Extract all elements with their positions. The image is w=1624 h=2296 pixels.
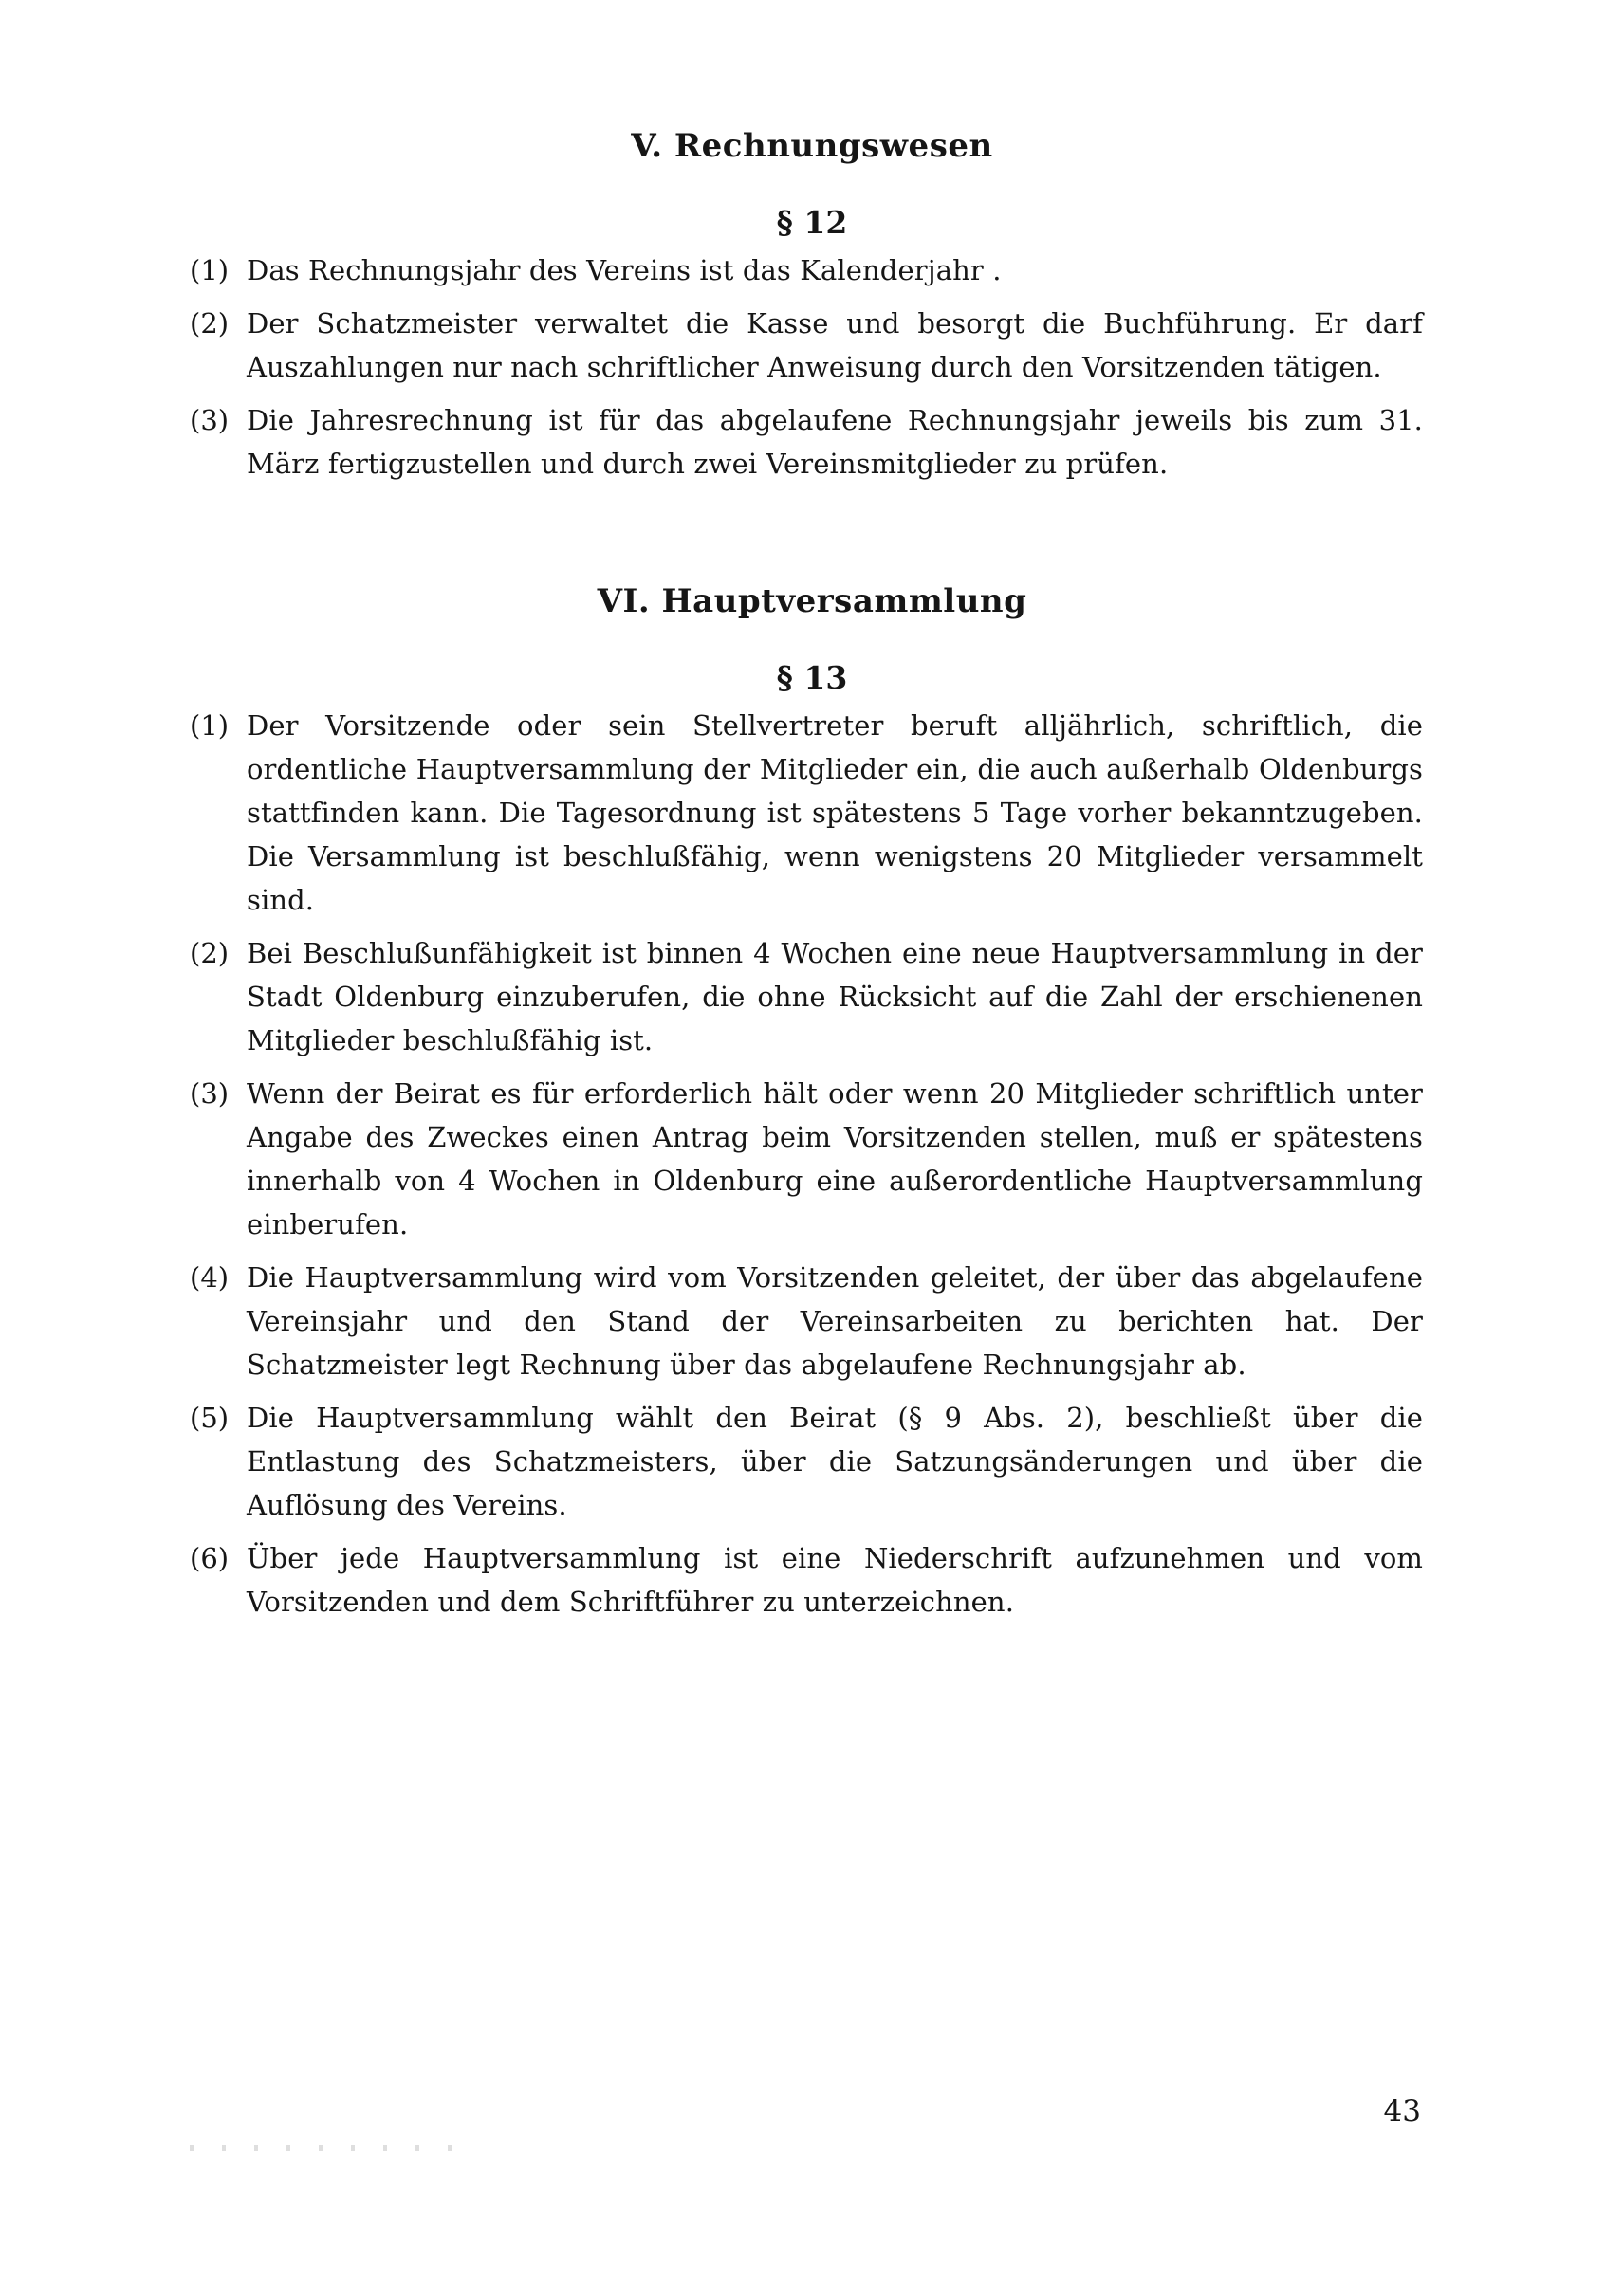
page-number: 43 (1383, 2094, 1421, 2128)
section-heading-rechnungswesen: V. Rechnungswesen (631, 127, 993, 165)
item-text: Über jede Hauptversammlung ist eine Niederschrift aufzunehmen und vom Vorsitzenden und dem Schriftführer zu unterzeichnen. (247, 1542, 1423, 1618)
item-number: (1) (190, 709, 230, 742)
list-item (190, 1396, 1423, 1527)
list-item (190, 398, 1423, 486)
section-heading-hauptversammlung: VI. Hauptversammlung (597, 582, 1027, 620)
list-item (190, 302, 1423, 389)
section-13-body (190, 704, 1423, 1633)
list-item (190, 1256, 1423, 1387)
scan-artifact (190, 2145, 455, 2151)
list-item (190, 248, 1423, 292)
item-number: (6) (190, 1542, 230, 1574)
item-text: Die Hauptversammlung wählt den Beirat (§ 9 Abs. 2), beschließt über die Entlastung des Schatzmeisters, über die Satzungsänderungen und über die Auflösung des Vereins. (247, 1402, 1423, 1521)
item-text: Die Hauptversammlung wird vom Vorsitzenden geleitet, der über das abgelaufene Vereinsjahr und den Stand der Vereinsarbeiten zu berichten hat. Der Schatzmeister legt Rechnung über das abgelaufene Rechnungsjahr ab. (247, 1261, 1423, 1381)
item-number: (3) (190, 1077, 230, 1110)
list-item (190, 704, 1423, 922)
item-number: (5) (190, 1402, 230, 1434)
item-number: (2) (190, 937, 230, 969)
list-item (190, 931, 1423, 1062)
paragraph-12-mark: § 12 (776, 204, 848, 241)
section-12-body (190, 248, 1423, 495)
list-item (190, 1072, 1423, 1246)
item-number: (2) (190, 307, 230, 340)
item-text: Die Jahresrechnung ist für das abgelaufene Rechnungsjahr jeweils bis zum 31. März fertigzustellen und durch zwei Vereinsmitglieder zu prüfen. (247, 404, 1423, 480)
paragraph-13-mark: § 13 (776, 659, 848, 696)
item-number: (3) (190, 404, 230, 436)
item-number: (4) (190, 1261, 230, 1294)
list-item (190, 1536, 1423, 1624)
item-text: Bei Beschlußunfähigkeit ist binnen 4 Wochen eine neue Hauptversammlung in der Stadt Oldenburg einzuberufen, die ohne Rücksicht auf die Zahl der erschienenen Mitglieder beschlußfähig ist. (247, 937, 1423, 1056)
item-text: Wenn der Beirat es für erforderlich hält oder wenn 20 Mitglieder schriftlich unter Angabe des Zweckes einen Antrag beim Vorsitzenden stellen, muß er spätestens innerhalb von 4 Wochen in Oldenburg eine außerordentliche Hauptversammlung einberufen. (247, 1077, 1423, 1240)
item-number: (1) (190, 254, 230, 286)
item-text: Das Rechnungsjahr des Vereins ist das Kalenderjahr . (247, 254, 1002, 286)
item-text: Der Schatzmeister verwaltet die Kasse und besorgt die Buchführung. Er darf Auszahlungen nur nach schriftlicher Anweisung durch den Vorsitzenden tätigen. (247, 307, 1423, 383)
item-text: Der Vorsitzende oder sein Stellvertreter beruft alljährlich, schriftlich, die ordentliche Hauptversammlung der Mitglieder ein, die auch außerhalb Oldenburgs stattfinden kann. Die Tagesordnung ist spätestens 5 Tage vorher bekanntzugeben. Die Versammlung ist beschlußfähig, wenn wenigstens 20 Mitglieder versammelt sind. (247, 709, 1423, 916)
